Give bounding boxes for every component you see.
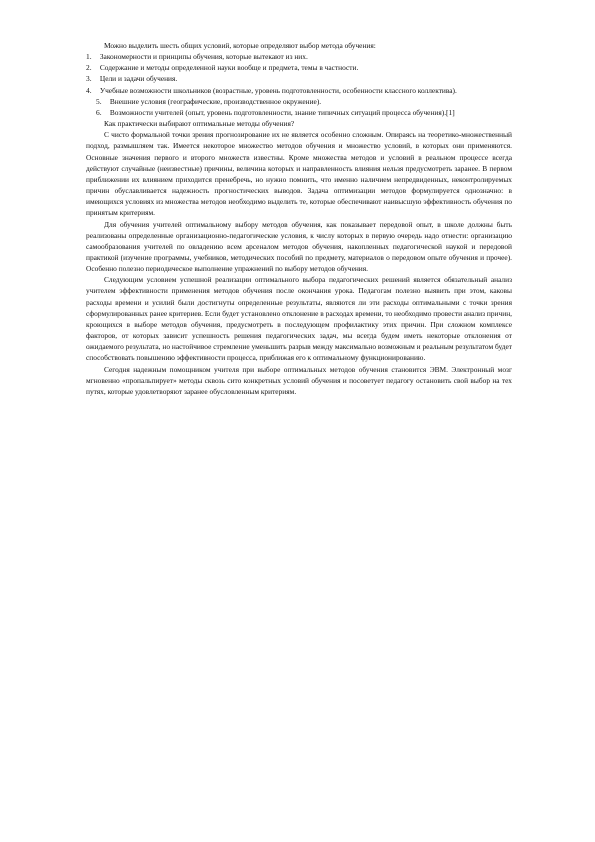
paragraph: Следующим условием успешной реализации оптимального выбора педагогических решений является обязательный анализ учителем эффективности применения методов обучения после окончания урока. Педагогам полезно выявить при этом, каковы расходы времени и усилий были достигнуты определенные результаты, являются ли эти расходы оптимальными с точки зрения сформулированных ранее критериев. Если будет установлено отклонение в расходах времени, то необходимо провести анализ причин, кроющихся в выборе методов обучения, предусмотреть в последующем профилактику этих причин. При сложном комплексе факторов, от которых зависит успешность решения педагогических задач, мы всегда будем иметь некоторые отклонения от ожидаемого результата, но настойчивое стремление уменьшить разрыв между максимально возможным и реальным результатом будет способствовать повышению эффективности процесса, приближая его к оптимальному функционированию. [86,275,512,363]
list-item-text: Учебные возможности школьников (возрастные, уровень подготовленности, особенности классного коллектива). [99,85,457,95]
list-item [86,51,512,62]
paragraph: Сегодня надежным помощником учителя при выборе оптимальных методов обучения становится ЭВМ. Электронный мозг мгновенно «пропальпирует» методы сквозь сито конкретных условий обучения и посоветует педагогу остановить свой выбор на тех путях, которые удовлетворяют заранее обусловленным критериям. [86,364,512,396]
paragraph: Для обучения учителей оптимальному выбору методов обучения, как показывает передовой опыт, в школе должны быть реализованы определенные организационно-педагогические условия, к числу которых в первую очередь надо отнести: организацию самообразования учителей по овладению всем арсеналом методов обучения, накопленных педагогической наукой и передовой практикой (изучение программы, учебников, методических пособий по предмету, материалов о передовом опыте обучения и прочее). Особенно полезно периодическое выполнение упражнений по выбору методов обучения. [86,219,512,274]
list-number: 2. [86,63,92,73]
intro-text: Можно выделить шесть общих условий, которые определяют выбор метода обучения: [104,41,376,50]
list-item [86,85,512,96]
list-item-text: Закономерности и принципы обучения, которые вытекают из них. [99,52,308,62]
document-page [86,40,512,397]
list-number: 6. [96,107,102,117]
conditions-list [86,51,512,118]
list-item-text: Внешние условия (географические, производственное окружение). [109,96,322,106]
list-item [86,107,512,118]
list-number: 1. [86,52,92,62]
list-item-text: Содержание и методы определенной науки вообще и предмета, темы в частности. [99,63,359,73]
paragraph: С чисто формальной точки зрения прогнозирование их не является особенно сложным. Опираясь на теоретико-множественный подход, размышляем так. Имеется некоторое множество методов обучения и множество условий, в которых они применяются. Основные значения первого и второго множеств известны. Кроме множества методов и условий в реальном процессе всегда действуют случайные (неизвестные) причины, величина которых и направленность влияния нельзя предусмотреть заранее. В первом приближении их влиянием приходится пренебречь, но нужно помнить, что именно наличием непредвиденных, неконтролируемых причин обуславливается надежность прогностических выводов. Задача оптимизации методов формулируется однозначно: в имеющихся условиях из множества методов необходимо выделить те, которые обеспечивают наивысшую эффективность обучения по принятым критериям. [86,130,512,218]
list-item-text: Цели и задачи обучения. [99,74,178,84]
list-number: 3. [86,74,92,84]
question-text: Как практически выбирают оптимальные методы обучения? [104,119,295,129]
list-item [86,73,512,84]
list-number: 5. [96,96,102,106]
list-item-text: Возможности учителей (опыт, уровень подготовленности, знание типичных ситуаций процесса обучения).[1] [109,107,455,117]
list-number: 4. [86,85,92,95]
list-item [86,96,512,107]
list-item [86,62,512,73]
